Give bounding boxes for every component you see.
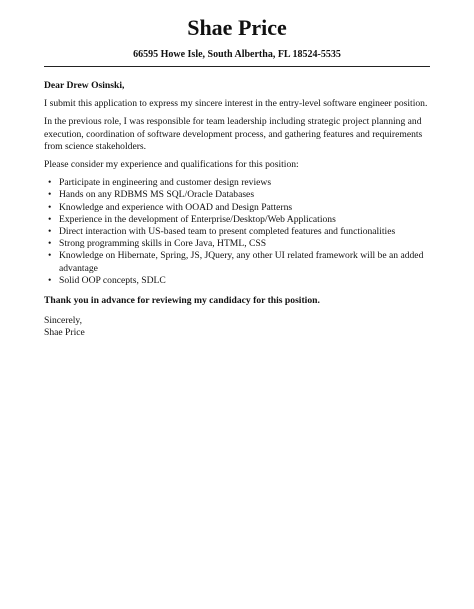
bullet-icon: • [48, 201, 52, 213]
bullet-icon: • [48, 238, 52, 250]
list-item [48, 201, 430, 214]
list-item-text: Strong programming skills in Core Java, HTML, CSS [59, 238, 267, 250]
closing: Sincerely, [44, 315, 83, 327]
bullet-icon: • [48, 213, 52, 225]
signature-name: Shae Price [44, 327, 85, 339]
applicant-address: 66595 Howe Isle, South Albertha, FL 18524-5535 [133, 49, 341, 60]
bullet-icon: • [48, 274, 52, 286]
paragraph-qualifications-lead: Please consider my experience and qualifications for this position: [44, 159, 299, 171]
salutation: Dear Drew Osinski, [44, 80, 125, 91]
bullet-icon: • [48, 250, 52, 262]
list-item [48, 226, 430, 238]
list-item-text: Knowledge and experience with OOAD and Design Patterns [59, 201, 293, 213]
list-item [48, 177, 430, 189]
letter-body [44, 80, 430, 340]
list-item-text: Direct interaction with US-based team to present completed features and functionalities [59, 226, 396, 238]
list-item-text: Hands on any RDBMS MS SQL/Oracle Databases [59, 189, 255, 201]
paragraph-intro: I submit this application to express my sincere interest in the entry-level software engineer position. [44, 98, 428, 110]
header-divider [44, 66, 430, 67]
list-item-text: Knowledge on Hibernate, Spring, JS, JQuery, any other UI related framework will be an added advantage [59, 250, 424, 274]
list-item [48, 213, 430, 226]
bullet-icon: • [48, 189, 52, 201]
applicant-name: Shae Price [187, 15, 287, 40]
list-item-text: Solid OOP concepts, SDLC [59, 274, 166, 286]
paragraph-experience: In the previous role, I was responsible for team leadership including strategic project planning and execution, coordination of software development process, and gathering features and requirements from science stakeholders. [44, 116, 423, 152]
bullet-icon: • [48, 177, 52, 189]
list-item [48, 238, 430, 250]
bullet-icon: • [48, 226, 52, 238]
list-item [48, 189, 430, 201]
list-item-text: Experience in the development of Enterprise/Desktop/Web Applications [59, 213, 336, 225]
thanks-line: Thank you in advance for reviewing my candidacy for this position. [44, 295, 320, 307]
list-item-text: Participate in engineering and customer design reviews [59, 177, 272, 189]
qualifications-list [44, 177, 430, 287]
list-item [48, 274, 430, 287]
list-item [48, 250, 430, 274]
